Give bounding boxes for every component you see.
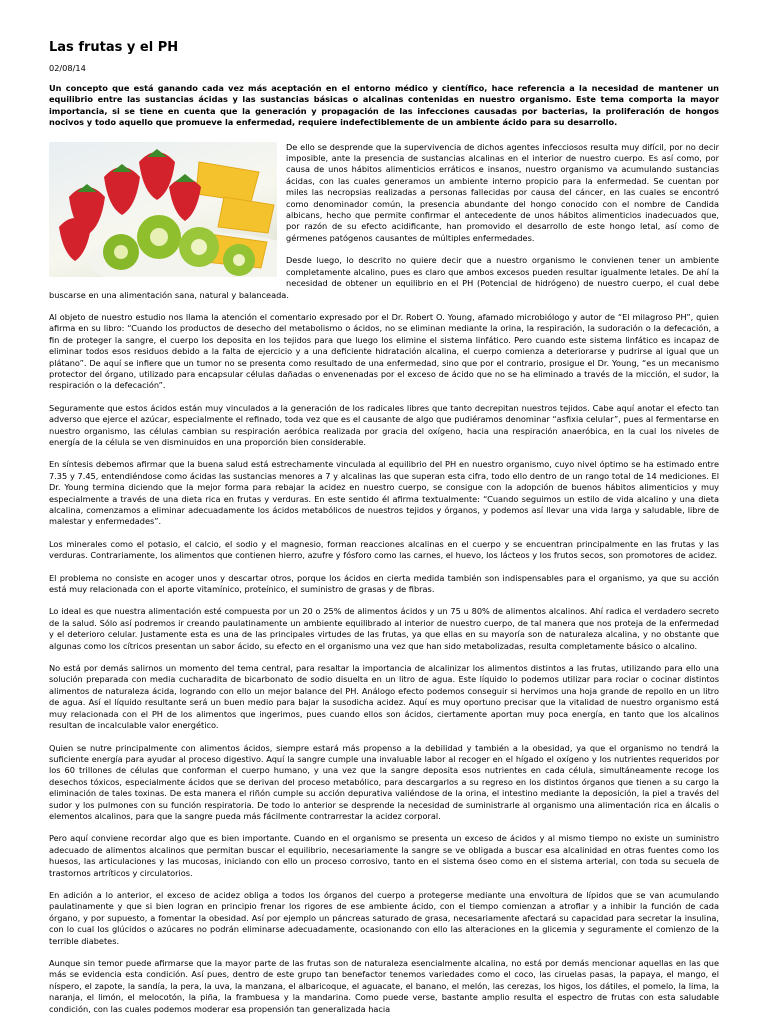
paragraph-8: Lo ideal es que nuestra alimentación esté compuesta por un 20 o 25% de alimentos ácidos y un 75 u 80% de alimentos alcalinos. Ahí radica el verdadero secreto de la salud. Sólo así podremos ir creando paulatinamente un ambiente equilibrado al interior de nuestro cuerpo, de tal manera que nos proteja de la enfermedad y el deterioro celular. Justamente esta es una de las principales virtudes de las frutas, ya que ellas en su mayoría son de naturaleza alcalina, y no obstante que algunas como los cítricos presentan un sabor ácido, su efecto en el organismo una vez que han sido metabolizadas, resulta completamente básico o alcalino. — [49, 606, 719, 651]
paragraph-4: Seguramente que estos ácidos están muy vinculados a la generación de los radicales libres que tanto decrepitan nuestros tejidos. Cabe aquí anotar el efecto tan adverso que ejerce el azúcar, especialmente el refinado, toda vez que es el causante de algo que pudiéramos denominar “asfixia celular”, pues al fermentarse en nuestro organismo, las células cambian su respiración aeróbica realizada por gracia del oxígeno, hacia una respiración anaeróbica, en la cual los niveles de energía de la célula se ven disminuidos en una proporción bien considerable. — [49, 402, 719, 447]
intro-block — [49, 142, 719, 301]
fruit-illustration — [49, 142, 277, 277]
article-lead: Un concepto que está ganando cada vez más aceptación en el entorno médico y científico, hace referencia a la necesidad de mantener un equilibrio entre las sustancias ácidas y las sustancias básicas o alcalinas contenidas en nuestro organismo. Este tema comporta la mayor importancia, si se tiene en cuenta que la generación y propagación de las infecciones causadas por bacterias, la proliferación de hongos nocivos y todo aquello que promueve la enfermedad, requiere indefectiblemente de un ambiente ácido para su desarrollo. — [49, 83, 719, 128]
paragraph-9: No está por demás salirnos un momento del tema central, para resaltar la importancia de alcalinizar los alimentos distintos a las frutas, utilizando para ello una solución preparada con media cucharadita de bicarbonato de sodio disuelta en un litro de agua. Este líquido lo podemos utilizar para rociar o cocinar distintos alimentos de naturaleza ácida, logrando con ello un mejor balance del PH. Análogo efecto podemos conseguir si hervimos una hoja grande de repollo en un litro de agua. Así el líquido resultante será un buen medio para bajar la susodicha acidez. Aquí es muy oportuno precisar que la vitalidad de nuestro organismo está muy relacionada con el PH de los alimentos que ingerimos, pues cuando ellos son ácidos, ciertamente aportan muy poca energía, en tanto que los alcalinos resultan de incalculable valor energético. — [49, 663, 719, 731]
paragraph-7: El problema no consiste en acoger unos y descartar otros, porque los ácidos en cierta medida también son indispensables para el organismo, ya que su acción está muy relacionada con el aporte vitamínico, proteínico, el suministro de grasas y de fibras. — [49, 572, 719, 595]
paragraph-13: Aunque sin temor puede afirmarse que la mayor parte de las frutas son de naturaleza esencialmente alcalina, no está por demás mencionar aquellas en las que más se evidencia esta condición. Así pues, dentro de este grupo tan benefactor tenemos variedades como el coco, las ciruelas pasas, la papaya, el mango, el níspero, el zapote, la sandía, la pera, la uva, la manzana, el albaricoque, el aguacate, el banano, el melón, las cerezas, los higos, los dátiles, el pomelo, la lima, la naranja, el limón, el melocotón, la piña, la frambuesa y la mandarina. Como puede verse, bastante amplio resulta el espectro de frutas con esta saludable condición, con las cuales podemos moderar esa propensión tan generalizada hacia — [49, 958, 719, 1014]
paragraph-11: Pero aquí conviene recordar algo que es bien importante. Cuando en el organismo se presenta un exceso de ácidos y al mismo tiempo no existe un suministro adecuado de alimentos alcalinos que permitan buscar el equilibrio, necesariamente la sangre se ve obligada a buscar esa alcalinidad en otras fuentes como los huesos, las articulaciones y las mucosas, iniciando con ello un proceso corrosivo, tanto en el sistema óseo como en el sistema arterial, con toda su secuela de trastornos artríticos y circulatorios. — [49, 833, 719, 878]
paragraph-6: Los minerales como el potasio, el calcio, el sodio y el magnesio, forman reacciones alcalinas en el cuerpo y se encuentran principalmente en las frutas y las verduras. Contrariamente, los alimentos que contienen hierro, azufre y fósforo como las carnes, el huevo, los lácteos y los frutos secos, son promotores de acidez. — [49, 538, 719, 561]
paragraph-2: Desde luego, lo descrito no quiere decir que a nuestro organismo le convienen tener un ambiente completamente alcalino, pues es claro que ambos excesos pueden resultar igualmente letales. De ahí la necesidad de obtener un equilibrio en el PH (Potencial de hidrógeno) de nuestro cuerpo, el cual debe buscarse en una alimentación sana, natural y balanceada. — [49, 255, 719, 300]
fruit-image — [49, 142, 277, 277]
paragraph-5: En síntesis debemos afirmar que la buena salud está estrechamente vinculada al equilibrio del PH en nuestro organismo, cuyo nivel óptimo se ha estimado entre 7.35 y 7.45, entendiéndose como ácidas las sustancias menores a 7 y alcalinas las que superan esta cifra, todo ello dentro de un rango total de 14 mediciones. El Dr. Young termina diciendo que la mejor forma para rebajar la acidez en nuestro cuerpo, se consigue con la adopción de buenos hábitos alimenticios y muy especialmente a través de una dieta rica en frutas y verduras. En este sentido él afirma textualmente: “Cuando seguimos un estilo de vida alcalino y una dieta alcalina, comenzamos a eliminar adecuadamente los ácidos metabólicos de nuestros tejidos y órganos, y podemos así llevar una vida larga y saludable, libre de malestar y enfermedades”. — [49, 459, 719, 527]
paragraph-3: Al objeto de nuestro estudio nos llama la atención el comentario expresado por el Dr. Robert O. Young, afamado microbiólogo y autor de “El milagroso PH”, quien afirma en su libro: “Cuando los productos de desecho del metabolismo o ácidos, no se eliminan mediante la orina, la respiración, la sudoración o la defecación, a fin de proteger la sangre, el cuerpo los deposita en los tejidos para que luego los elimine el sistema linfático. Pero cuando este sistema linfático es incapaz de eliminar todos esos residuos debido a la falta de ejercicio y a una deficiente hidratación alcalina, el cuerpo comienza a deteriorarse y pudrirse al igual que un plátano”. De aquí se infiere que un tumor no se presenta como resultado de una enfermedad, sino que por el contrario, prosigue el Dr. Young, “es un mecanismo protector del órgano, utilizado para encapsular células dañadas o envenenadas por el exceso de ácido que no se ha eliminado a través de la micción, el sudor, la respiración o la defecación”. — [49, 311, 719, 391]
paragraph-10: Quien se nutre principalmente con alimentos ácidos, siempre estará más propenso a la debilidad y también a la obesidad, ya que el organismo no tendrá la suficiente energía para ayudar al proceso digestivo. Aquí la sangre cumple una invaluable labor al recoger en el hígado el oxígeno y los nutrientes requeridos por los 60 trillones de células que conforman el cuerpo humano, y una vez que la sangre deposita esos nutrientes en cada célula, simultáneamente recoge los desechos tóxicos, especialmente ácidos que se derivan del proceso metabólico, para descargarlos a su regreso en los distintos órganos que tienen a su cargo la eliminación de tales toxinas. De esta manera el riñón cumple su acción depurativa valiéndose de la orina, el intestino mediante la deposición, la piel a través del sudor y los pulmones con su función respiratoria. De todo lo anterior se desprende la necesidad de suministrarle al organismo una alimentación rica en álcalis o elementos alcalinos, para que la sangre pueda más fácilmente contrarrestar la acidez corporal. — [49, 742, 719, 821]
article-title: Las frutas y el PH — [49, 40, 179, 55]
article-date: 02/08/14 — [49, 63, 86, 73]
paragraph-1: De ello se desprende que la supervivencia de dichos agentes infecciosos resulta muy difícil, por no decir imposible, ante la presencia de sustancias alcalinas en el interior de nuestro cuerpo. Es así como, por causa de unos hábitos alimenticios erráticos e insanos, nuestro organismo va acumulando sustancias ácidas, con las cuales generamos un ambiente interno propicio para la enfermedad. Se cuentan por miles las necropsias realizadas a personas fallecidas por causa del cáncer, en las cuales se encontró como denominador común, la presencia abundante del hongo conocido con el nombre de Candida albicans, hecho que permite confirmar el antecedente de unos hábitos alimenticios inadecuados que, por razón de su efecto acidificante, han promovido el desarrollo de este hongo letal, así como de gérmenes patógenos causantes de múltiples enfermedades. — [286, 141, 719, 243]
paragraph-12: En adición a lo anterior, el exceso de acidez obliga a todos los órganos del cuerpo a protegerse mediante una envoltura de lípidos que se van acumulando paulatinamente y que si bien logran en principio frenar los rigores de ese ambiente ácido, con el tiempo comienzan a atrofiar y a inhibir la función de cada órgano, y por supuesto, a fomentar la obesidad. Así por ejemplo un páncreas saturado de grasa, necesariamente afectará su capacidad para secretar la insulina, con lo cual los glúcidos o azúcares no podrán eliminarse adecuadamente, ocasionando con ello las alteraciones en la glicemia y seguramente el comienzo de la terrible diabetes. — [49, 889, 719, 946]
